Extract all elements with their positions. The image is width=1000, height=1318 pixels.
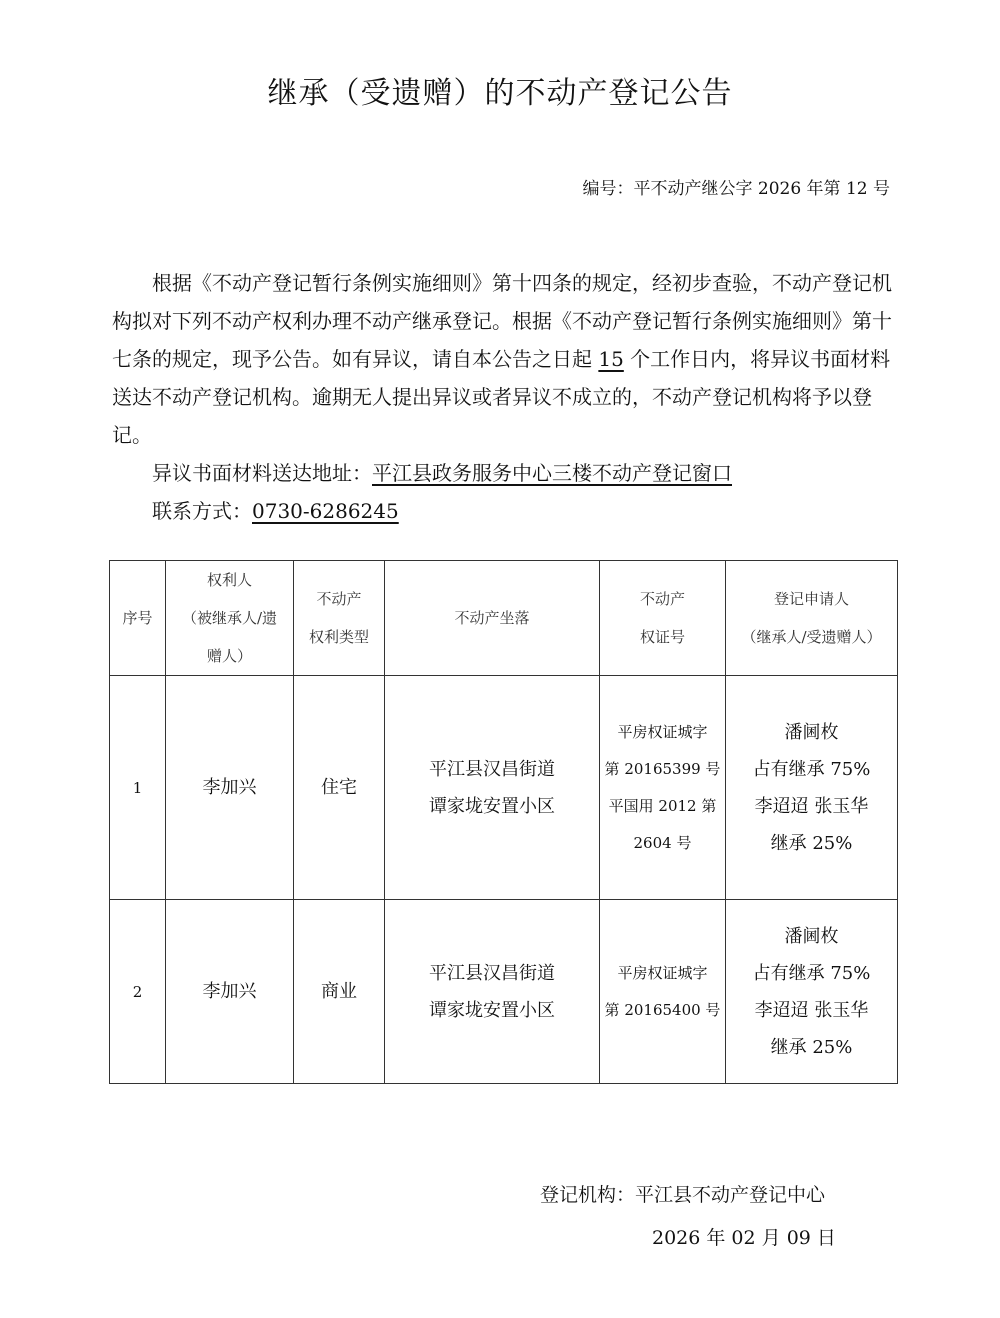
header-right-type (294, 561, 385, 676)
applicant-line: 占有继承 75% (752, 962, 871, 984)
notice-date: 2026 年 02 月 09 日 (652, 1227, 836, 1249)
document-number: 编号：平不动产继公字 2026 年第 12 号 (582, 179, 890, 199)
row-applicant (726, 676, 898, 900)
header-applicant-line: （继承人/受遗赠人） (741, 628, 882, 646)
header-holder (166, 561, 294, 676)
address-label: 异议书面材料送达地址： (152, 461, 372, 485)
header-applicant (726, 561, 898, 676)
header-right-type-line: 不动产 (316, 590, 362, 608)
header-cert (600, 561, 726, 676)
contact-info (112, 492, 892, 530)
registration-table (109, 560, 898, 1084)
cert-line: 第 20165400 号 (604, 1000, 721, 1019)
header-right-type-line: 权利类型 (308, 628, 369, 646)
row-applicant (726, 900, 898, 1084)
header-cert-line: 权证号 (639, 628, 685, 646)
location-line: 谭家垅安置小区 (429, 999, 555, 1021)
applicant-line: 潘阃枚 (784, 925, 839, 947)
days-count: 15 (598, 347, 624, 371)
contact-phone: 0730-6286245 (252, 499, 399, 523)
table-row (110, 900, 898, 1084)
cert-line: 2604 号 (633, 833, 692, 852)
header-holder-line: （被继承人/遗 (181, 609, 278, 627)
header-location: 不动产坐落 (385, 561, 600, 676)
table-header-row (110, 561, 898, 676)
row-cert (600, 676, 726, 900)
cert-line: 平房权证城字 (617, 722, 708, 741)
notice-paragraph (112, 264, 892, 454)
location-line: 平江县汉昌街道 (429, 758, 555, 780)
notice-body (112, 264, 892, 530)
header-cert-line: 不动产 (639, 590, 685, 608)
row-holder: 李加兴 (166, 900, 294, 1084)
location-line: 谭家垅安置小区 (429, 795, 555, 817)
row-location (385, 900, 600, 1084)
applicant-line: 潘阃枚 (784, 721, 839, 743)
row-location (385, 676, 600, 900)
row-holder: 李加兴 (166, 676, 294, 900)
contact-label: 联系方式： (152, 499, 252, 523)
objection-address (112, 454, 892, 492)
header-applicant-line: 登记申请人 (773, 590, 849, 608)
header-holder-line: 权利人 (206, 571, 252, 589)
paragraph-text-1: 根据《不动产登记暂行条例实施细则》第十四条的规定，经初步查验，不动产登记机构拟对下列不动产权利办理不动产继承登记。根据《不动产登记暂行条例实施细则》第十七条的规定，现予公告。如有异议，请自本公告之日起 (112, 271, 892, 371)
applicant-line: 李迢迢 张玉华 (754, 795, 869, 817)
row-cert (600, 900, 726, 1084)
paragraph-text-2: 个工作日内，将异议书面材料送达不动产登记机构。逾期无人提出异议或者异议不成立的，不动产登记机构将予以登记。 (112, 347, 891, 447)
table-row (110, 676, 898, 900)
applicant-line: 李迢迢 张玉华 (754, 999, 869, 1021)
row-right-type: 住宅 (294, 676, 385, 900)
row-seq: 2 (110, 900, 166, 1084)
address-value: 平江县政务服务中心三楼不动产登记窗口 (372, 461, 732, 485)
page-title: 继承（受遗赠）的不动产登记公告 (267, 76, 733, 111)
cert-line: 平国用 2012 第 (608, 796, 717, 815)
applicant-line: 继承 25% (770, 832, 853, 854)
header-seq: 序号 (110, 561, 166, 676)
applicant-line: 继承 25% (770, 1036, 853, 1058)
header-holder-line: 赠人） (206, 647, 252, 665)
registration-authority: 登记机构：平江县不动产登记中心 (540, 1184, 826, 1206)
location-line: 平江县汉昌街道 (429, 962, 555, 984)
row-right-type: 商业 (294, 900, 385, 1084)
cert-line: 平房权证城字 (617, 963, 708, 982)
row-seq: 1 (110, 676, 166, 900)
cert-line: 第 20165399 号 (604, 759, 721, 778)
applicant-line: 占有继承 75% (752, 758, 871, 780)
